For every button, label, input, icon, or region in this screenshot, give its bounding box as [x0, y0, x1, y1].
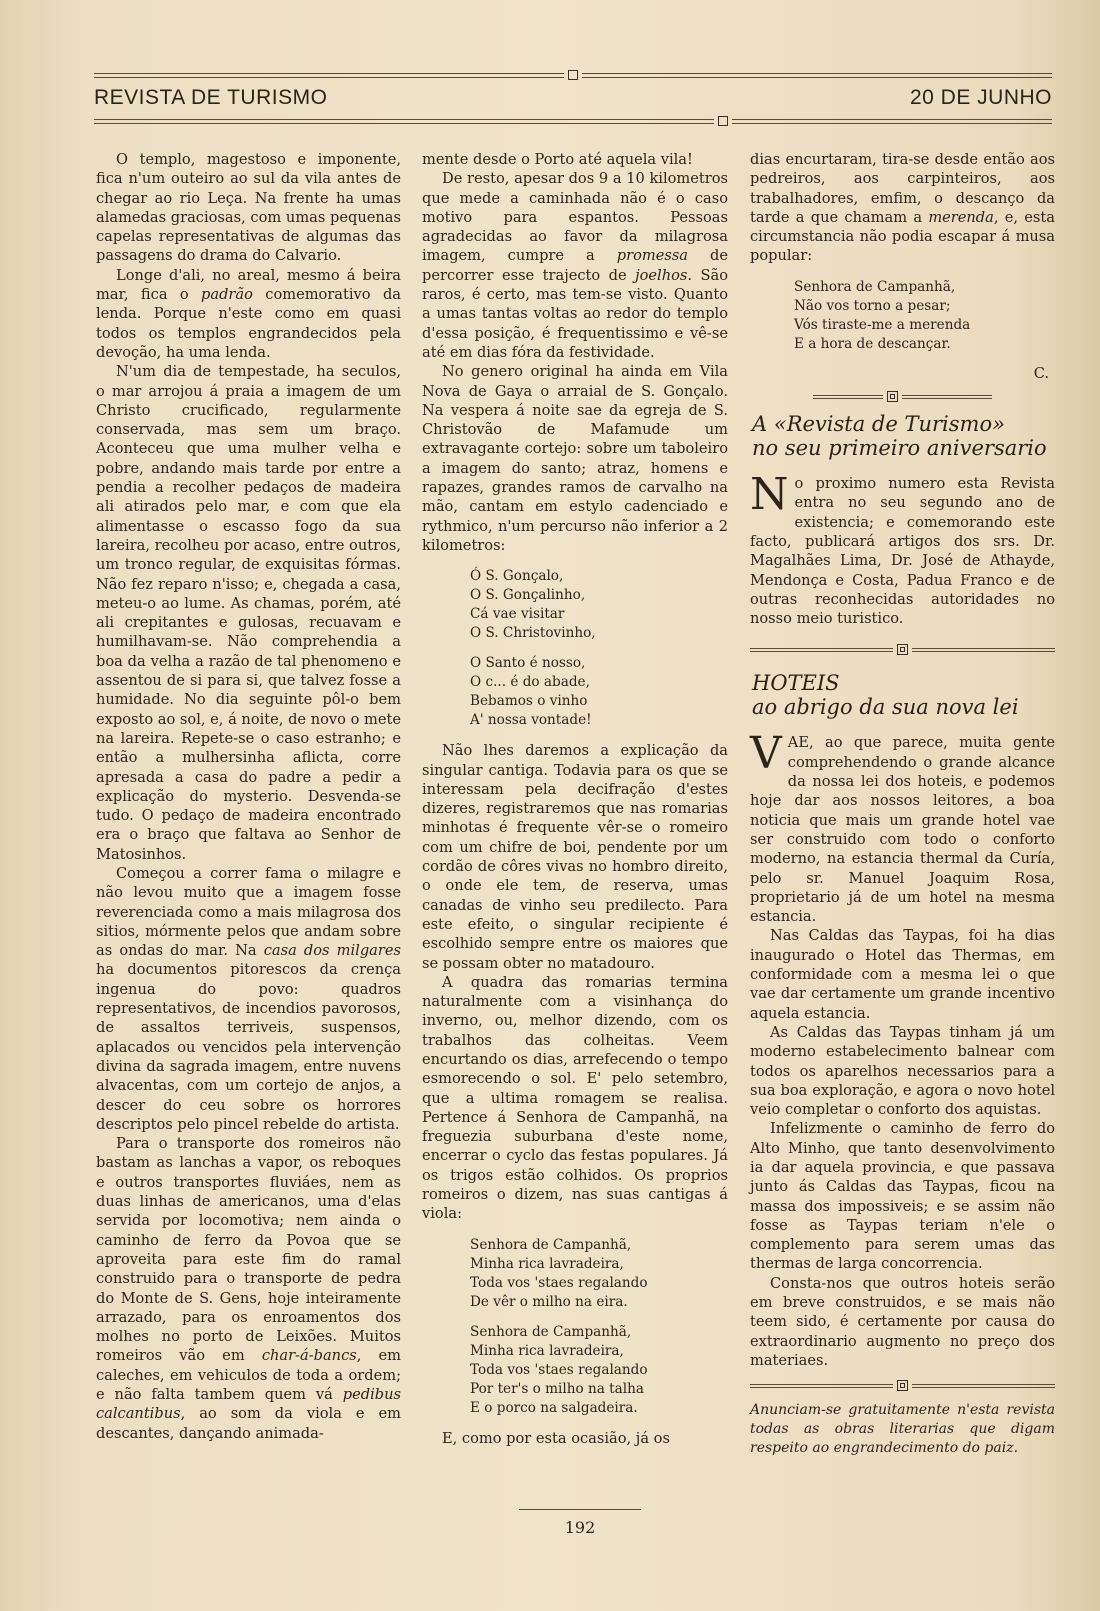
stanza: O Santo é nosso, O c... é do abade, Bebamos o vinho A' nossa vontade! — [470, 655, 592, 729]
paragraph: O templo, magestoso e imponente, fica n'um outeiro ao sul da vila antes de chegar ao rio Leça. Na frente ha umas alamedas graciosas, com umas pequenas capelas representativas de algumas das passagens do drama do Calvario. — [96, 151, 401, 265]
paragraph: Consta-nos que outros hoteis serão em breve construidos, e se mais não teem sido, é certamente por causa do extraordinario augmento no preço dos materiaes. — [750, 1274, 1055, 1369]
issue-date: 20 DE JUNHO — [909, 86, 1052, 109]
paragraph: No genero original ha ainda em Vila Nova de Gaya o arraial de S. Gonçalo. Na vespera á noite sae da egreja de S. Christovão de Mafamude um extravagante cortejo: sobre um taboleiro a imagem do santo; atraz, homens e rapazes, grandes ramos de carvalho na mão, cantam em estylo cadenciado e rythmico, n'um percurso não inferior a 2 kilometros: — [422, 363, 728, 554]
paragraph: Longe d'ali, no areal, mesmo á beira mar, fica o padrão comemorativo da lenda. Porque n'este como em quasi todos os templos engrandecidos pela devoção, ha uma lenda. — [96, 266, 401, 361]
paragraph: E, como por esta ocasião, já os — [442, 1429, 670, 1447]
paragraph: VAE, ao que parece, muita gente comprehendendo o grande alcance da nossa lei dos hoteis, e podemos hoje dar aos nossos leitores, a boa noticia que mais um grande hotel vae ser construido com todo o conforto moderno, na estancia thermal da Curía, pelo sr. Manuel Joaquim Rosa, proprietario já de um hotel na mesma estancia. — [750, 728, 1055, 926]
page-number: 192 — [564, 1518, 596, 1537]
paragraph: Começou a correr fama o milagre e não levou muito que a imagem fosse reverenciada como a mais milagrosa dos sitios, mórmente pelos que andam sobre as ondas do mar. Na casa dos milgares ha documentos pitorescos da crença ingenua do povo: quadros representativos, de incendios pavorosos, de assaltos terriveis, suspensos, aplacados ou vencidos pela intervenção divina da sagrada imagem, entre nuvens alvacentas, com um cortejo de anjos, a descer do ceu sobre os horrores descriptos pelo pincel rebelde do artista. — [96, 864, 401, 1133]
paragraph: As Caldas das Taypas tinham já um moderno estabelecimento balnear com todos os aparelhos necessarios para a sua boa exploração, e agora o novo hotel veio completar o conforto dos aquistas. — [750, 1023, 1055, 1119]
section-title-hotels: HOTEIS ao abrigo da sua nova lei — [752, 671, 1019, 720]
verse-campanha — [470, 1236, 728, 1418]
paragraph: mente desde o Porto até aquela vila! — [422, 151, 693, 168]
drop-cap: N — [750, 469, 789, 521]
running-header — [94, 83, 1052, 113]
paragraph: De resto, apesar dos 9 a 10 kilometros que mede a caminhada não é o caso motivo para espantos. Pessoas agradecidas ao favor da milagrosa imagem, cumpre a promessa de percorrer esse trajecto de joelhos. São raros, é certo, mas tem-se visto. Quanto a umas tantas voltas ao redor do templo d'essa posição, é frequentissimo e vê-se até em dias fóra da festividade. — [422, 170, 728, 361]
paragraph: No proximo numero esta Revista entra no seu segundo ano de existencia; e comemorando este facto, publicará artigos dos srs. Dr. Magalhães Lima, Dr. José de Athayde, Mendonça e Costa, Padua Franco e de outras reconhecidas autoridades no nosso meio turistico. — [750, 469, 1055, 628]
section-divider — [750, 1380, 1055, 1391]
author-signature: C. — [1033, 364, 1049, 382]
column-2 — [422, 150, 728, 1448]
verse-merenda: Senhora de Campanhã, Não vos torno a pesar; Vós tiraste-me a merenda E a hora de descançar. — [794, 278, 971, 352]
paragraph: Infelizmente o caminho de ferro do Alto Minho, que tanto desenvolvimento ia dar aquela provincia, e que passava junto ás Caldas das Taypas, ficou na massa dos impossiveis; e se assim não fosse as Taypas teriam n'ele o complemento para serem umas das thermas de larga concorrencia. — [750, 1120, 1055, 1273]
stanza: Senhora de Campanhã, Minha rica lavradeira, Toda vos 'staes regalando Por ter's o milho na talha E o porco na salgadeira. — [470, 1323, 648, 1416]
stanza: Senhora de Campanhã, Minha rica lavradeira, Toda vos 'staes regalando De vêr o milho na eira. — [470, 1236, 648, 1310]
paragraph: Para o transporte dos romeiros não bastam as lanchas a vapor, os reboques e outros transportes fluviáes, nem as duas linhas de americanos, uma d'elas servida por locomotiva; nem ainda o caminho de ferro da Povoa que se aproveita para este fim do ramal construido para o transporte de pedra do Monte de S. Gens, hoje inteiramente arrazado, para os enroamentos dos molhes no porto de Leixões. Muitos romeiros vão em char-á-bancs, em caleches, em vehiculos de toda a ordem; e não falta tambem quem vá pedibus calcantibus, ao som da viola e em descantes, dançando animada- — [96, 1135, 401, 1442]
header-top-rule — [94, 70, 1052, 80]
section-divider — [750, 644, 1055, 655]
drop-cap: V — [750, 728, 782, 780]
section-divider — [750, 391, 1055, 402]
column-1 — [96, 150, 401, 1443]
stanza: Ó S. Gonçalo, O S. Gonçalinho, Cá vae visitar O S. Christovinho, — [470, 568, 596, 642]
closing-notice: Anunciam-se gratuitamente n'esta revista todas as obras literarias que digam respeito ao engrandecimento do paiz. — [750, 1402, 1055, 1457]
paragraph: Não lhes daremos a explicação da singular cantiga. Todavia para os que se interessam pela decifração d'estes dizeres, registraremos que nas romarias minhotas é frequente vêr-se o romeiro com um chifre de boi, pendente por um cordão de côres vivas no hombro direito, o onde ele tem, de reserva, umas canadas de vinho seu predilecto. Para este efeito, o singular recipiente é escolhido sempre entre os maiores que se possam obter no matadouro. — [422, 742, 728, 972]
paragraph: dias encurtaram, tira-se desde então aos pedreiros, aos carpinteiros, aos trabalhadores, emfim, o descanço da tarde a que chamam a merenda, e, esta circumstancia não podia escapar á musa popular: — [750, 151, 1055, 265]
footer-rule — [519, 1509, 641, 1510]
paragraph: A quadra das romarias termina naturalmente com a visinhança do inverno, ou, melhor dizendo, com os trabalhos das colheitas. Veem encurtando os dias, arrefecendo o tempo esmorecendo o sol. E' pelo setembro, que a ultima romagem se realisa. Pertence á Senhora de Campanhã, na freguezia suburbana d'este nome, encerrar o cyclo das festas populares. Já os trigos estão colhidos. Os proprios romeiros o dizem, nas suas cantigas á viola: — [422, 973, 728, 1223]
column-3 — [750, 150, 1055, 1458]
paragraph: Nas Caldas das Taypas, foi ha dias inaugurado o Hotel das Thermas, em conformidade com a mesma lei o que vae dar certamente um grande incentivo aquela estancia. — [750, 927, 1055, 1022]
magazine-title: REVISTA DE TURISMO — [94, 86, 328, 109]
paragraph: N'um dia de tempestade, ha seculos, o mar arrojou á praia a imagem de um Christo crucificado, regularmente conservada, mas sem um braço. Aconteceu que uma mulher velha e pobre, andando mais tarde por entre a pendia a recolher pedaços de madeira ali atirados pelo mar, e com que ela alimentasse o escasso fogo da sua lareira, recolheu por acaso, entre outros, um tronco regular, de exquisitas fórmas. Não fez reparo n'isso; e, chegada a casa, meteu-o ao lume. As chamas, porém, até ali crepitantes e gulosas, recuavam e humilhavam-se. Não comprehendia a boa da velha a razão de tal phenomeno e assentou de si para si, que talvez fosse a humidade. No dia seguinte pôl-o bem exposto ao sol, e, á noite, de novo o mete na lareira. Repete-se o caso estranho; e então a mulhersinha aflicta, corre apresada a casa do padre a pedir a explicação do mysterio. Desvenda-se tudo. O pedaço de madeira encontrado era o braço que faltava ao Senhor de Matosinhos. — [96, 363, 401, 863]
verse-sao-goncalo — [470, 567, 728, 730]
section-title-anniversary: A «Revista de Turismo» no seu primeiro aniversario — [752, 412, 1047, 461]
header-bottom-rule — [94, 116, 1052, 126]
